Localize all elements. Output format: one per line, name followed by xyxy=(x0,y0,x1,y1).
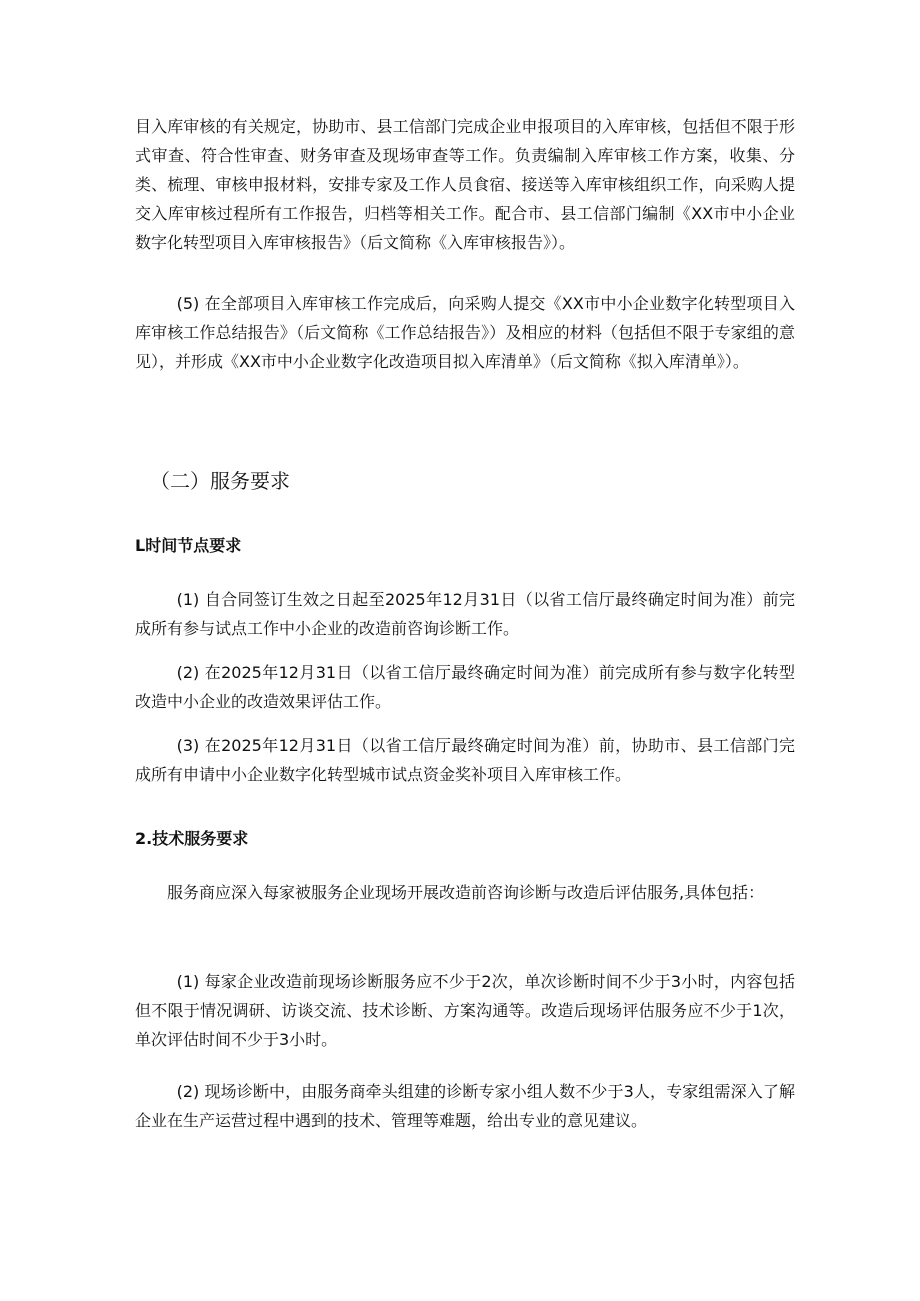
paragraph-tech-item-2: (2) 现场诊断中，由服务商牵头组建的诊断专家小组人数不少于3人，专家组需深入了解企业在生产运营过程中遇到的技术、管理等难题，给出专业的意见建议。 xyxy=(135,1082,795,1130)
paragraph-item-5: (5) 在全部项目入库审核工作完成后，向采购人提交《XX市中小企业数字化转型项目入库审核工作总结报告》（后文简称《工作总结报告》）及相应的材料（包括但不限于专家组的意见），并形成《XX市中小企业数字化改造项目拟入库清单》（后文简称《拟入库清单》）。 xyxy=(135,294,795,371)
sub-heading-time-nodes: L时间节点要求 xyxy=(135,536,242,555)
paragraph-time-item-1: (1) 自合同签订生效之日起至2025年12月31日（以省工信厅最终确定时间为准）前完成所有参与试点工作中小企业的改造前咨询诊断工作。 xyxy=(135,590,795,638)
sub-heading-technical-service: 2.技术服务要求 xyxy=(135,829,249,848)
section-heading-service-requirements: （二）服务要求 xyxy=(150,469,290,493)
paragraph-audit-continuation: 目入库审核的有关规定，协助市、县工信部门完成企业申报项目的入库审核，包括但不限于形式审查、符合性审查、财务审查及现场审查等工作。负责编制入库审核工作方案，收集、分类、梳理、审核申报材料，安排专家及工作人员食宿、接送等入库审核组织工作，向采购人提交入库审核过程所有工作报告，归档等相关工作。配合市、县工信部门编制《XX市中小企业数字化转型项目入库审核报告》（后文简称《入库审核报告》）。 xyxy=(135,117,795,252)
paragraph-time-item-2: (2) 在2025年12月31日（以省工信厅最终确定时间为准）前完成所有参与数字化转型改造中小企业的改造效果评估工作。 xyxy=(135,663,795,711)
paragraph-tech-item-1: (1) 每家企业改造前现场诊断服务应不少于2次，单次诊断时间不少于3小时，内容包括但不限于情况调研、访谈交流、技术诊断、方案沟通等。改造后现场评估服务应不少于1次，单次评估时间不少于3小时。 xyxy=(135,972,795,1049)
paragraph-time-item-3: (3) 在2025年12月31日（以省工信厅最终确定时间为准）前，协助市、县工信部门完成所有申请中小企业数字化转型城市试点资金奖补项目入库审核工作。 xyxy=(135,736,795,784)
paragraph-tech-intro: 服务商应深入每家被服务企业现场开展改造前咨询诊断与改造后评估服务,具体包括： xyxy=(167,883,765,902)
